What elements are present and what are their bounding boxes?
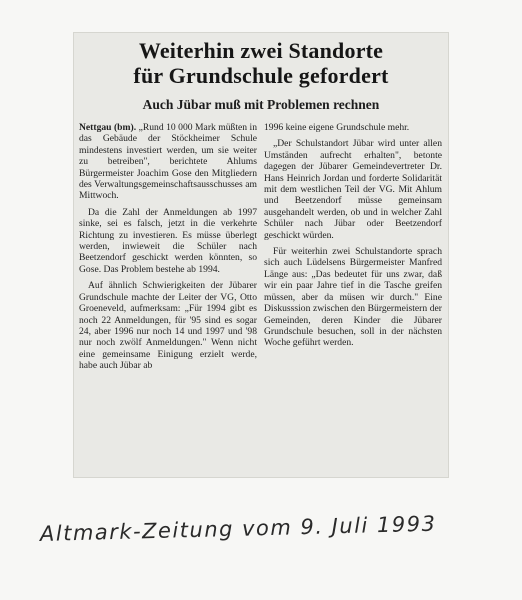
paragraph: „Der Schulstandort Jübar wird unter allen Umständen aufrecht erhalten", betonte dagegen der Jübarer Gemeindevertreter Dr. Hans Heinrich Jordan und forderte Solidarität mit dem westlichen Teil der VG. Mit Ahlum und Beetzendorf müsse gemeinsam ausgehandelt werden, ob und in welcher Zahl Schüler nach Jübar oder Beetzendorf geschickt würden. bbox=[264, 138, 442, 241]
article-column-right bbox=[264, 122, 442, 349]
handwritten-source-note: Altmark-Zeitung vom 9. Juli 1993 bbox=[39, 511, 437, 546]
headline-line-1: Weiterhin zwei Standorte bbox=[138, 38, 384, 63]
paragraph: Auf ähnlich Schwierigkeiten der Jübarer Grundschule machte der Leiter der VG, Otto Groeneveld, aufmerksam: „Für 1994 gibt es noch 22 Anmeldungen, für '95 sind es sogar 24, aber 1996 nur noch 14 und 1997 und '98 nur noch zwölf Anmeldungen." Wenn nicht eine gemeinsame Einigung erzielt werde, habe auch Jübar ab bbox=[79, 280, 257, 372]
paragraph-text: „Rund 10 000 Mark müßten in das Gebäude der Stöckheimer Schule mindestens investiert werden, um sie weiter zu betreiben", berichtete Ahlums Bürgermeister Joachim Gose den Mitgliedern des Verwaltungsgemeinschaftsausschusses am Mittwoch. bbox=[79, 122, 257, 202]
paragraph: Für weiterhin zwei Schulstandorte sprach sich auch Lüdelsens Bürgermeister Manfred Länge aus: „Das bedeutet für uns zwar, daß wir ein paar Jahre tief in die Tasche greifen müssen, aber da müsen wir durch." Eine Diskusssion zwischen den Bürgermeistern der Gemeinden, deren Kinder die Jübarer Grundschule besuchen, soll in der nächsten Woche geführt werden. bbox=[264, 246, 442, 349]
headline bbox=[73, 38, 449, 88]
newspaper-clipping bbox=[73, 32, 449, 478]
article-column-left bbox=[79, 122, 257, 372]
paragraph bbox=[79, 122, 257, 202]
paragraph: 1996 keine eigene Grundschule mehr. bbox=[264, 122, 410, 133]
headline-line-2: für Grundschule gefordert bbox=[133, 63, 389, 88]
subheadline: Auch Jübar muß mit Problemen rechnen bbox=[142, 97, 380, 112]
dateline: Nettgau (bm). bbox=[79, 122, 137, 133]
paragraph: Da die Zahl der Anmeldungen ab 1997 sinke, sei es falsch, jetzt in die verkehrte Richtung zu investieren. Es müsse überlegt werden, inwieweit die Schüler nach Beetzendorf geschickt werden könnten, so Gose. Das Problem bestehe ab 1994. bbox=[79, 206, 257, 275]
